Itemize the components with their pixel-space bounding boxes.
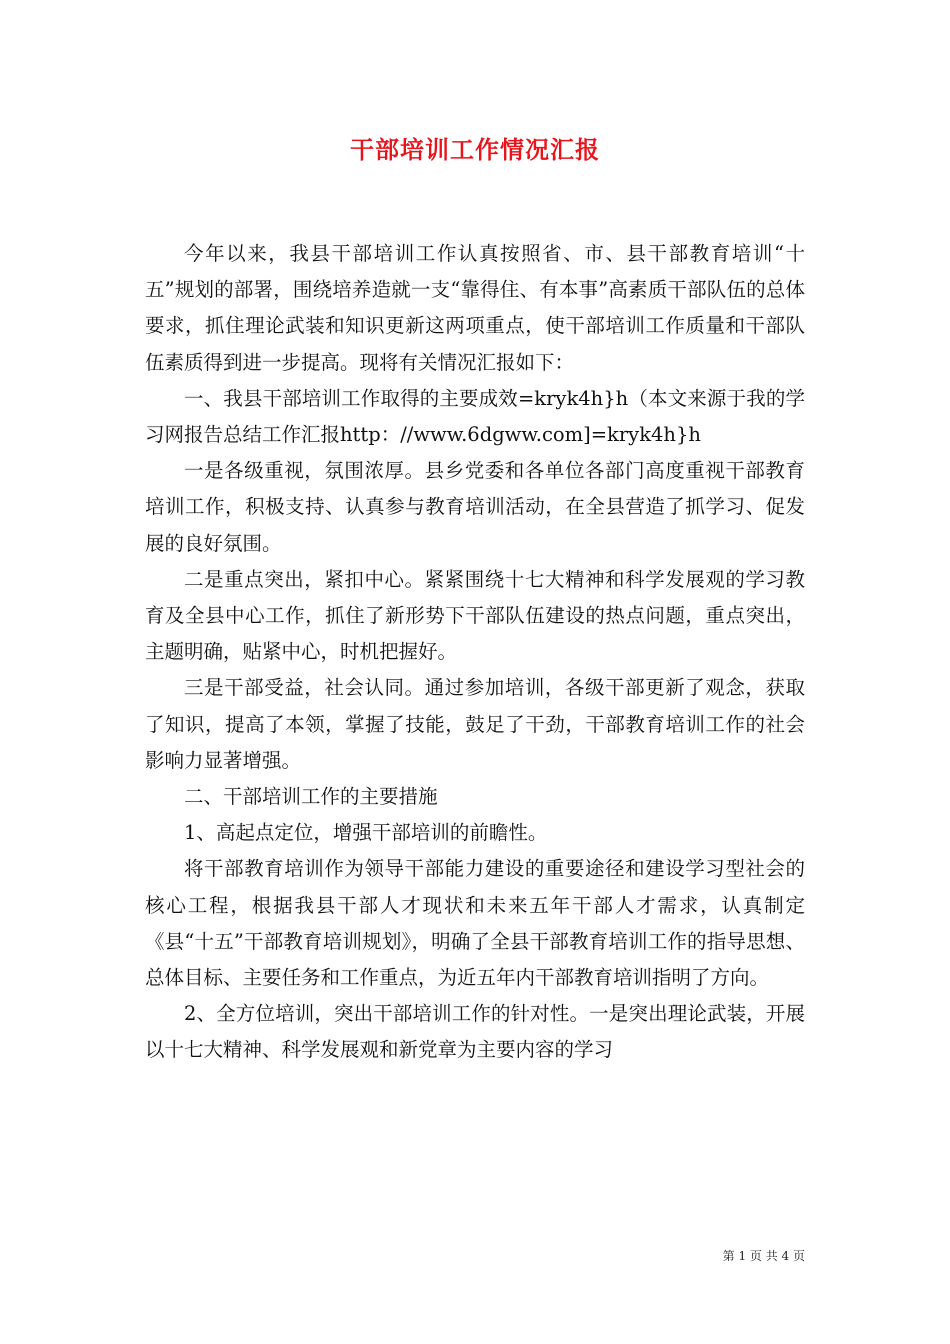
paragraph-point-1: 一是各级重视，氛围浓厚。县乡党委和各单位各部门高度重视干部教育培训工作，积极支持、认真参与教育培训活动，在全县营造了抓学习、促发展的良好氛围。 — [145, 459, 805, 555]
paragraph-section-2-heading: 二、干部培训工作的主要措施 — [184, 785, 438, 809]
document-body — [145, 236, 805, 1069]
paragraph-measure-1-body: 将干部教育培训作为领导干部能力建设的重要途径和建设学习型社会的核心工程，根据我县干部人才现状和未来五年干部人才需求，认真制定《县“十五”干部教育培训规划》，明确了全县干部教育培训工作的指导思想、总体目标、主要任务和工作重点，为近五年内干部教育培训指明了方向。 — [145, 857, 805, 990]
page-number: 第 1 页 共 4 页 — [722, 1249, 805, 1263]
paragraph-measure-2: 2、全方位培训，突出干部培训工作的针对性。一是突出理论武装，开展以十七大精神、科学发展观和新党章为主要内容的学习 — [145, 1002, 805, 1062]
paragraph-point-2: 二是重点突出，紧扣中心。紧紧围绕十七大精神和科学发展观的学习教育及全县中心工作，抓住了新形势下干部队伍建设的热点问题，重点突出，主题明确，贴紧中心，时机把握好。 — [145, 567, 805, 664]
paragraph-measure-1-heading: 1、高起点定位，增强干部培训的前瞻性。 — [184, 821, 548, 845]
document-title: 干部培训工作情况汇报 — [350, 135, 600, 164]
paragraph-intro: 今年以来，我县干部培训工作认真按照省、市、县干部教育培训“十五”规划的部署，围绕培养造就一支“靠得住、有本事”高素质干部队伍的总体要求，抓住理论武装和知识更新这两项重点，使干部培训工作质量和干部队伍素质得到进一步提高。现将有关情况汇报如下： — [145, 242, 805, 374]
paragraph-point-3: 三是干部受益，社会认同。通过参加培训，各级干部更新了观念，获取了知识，提高了本领，掌握了技能，鼓足了干劲，干部教育培训工作的社会影响力显著增强。 — [145, 676, 805, 772]
paragraph-section-1-heading: 一、我县干部培训工作取得的主要成效=kryk4h}h（本文来源于我的学习网报告总结工作汇报http：//www.6dgww.com]=kryk4h}h — [145, 386, 805, 447]
